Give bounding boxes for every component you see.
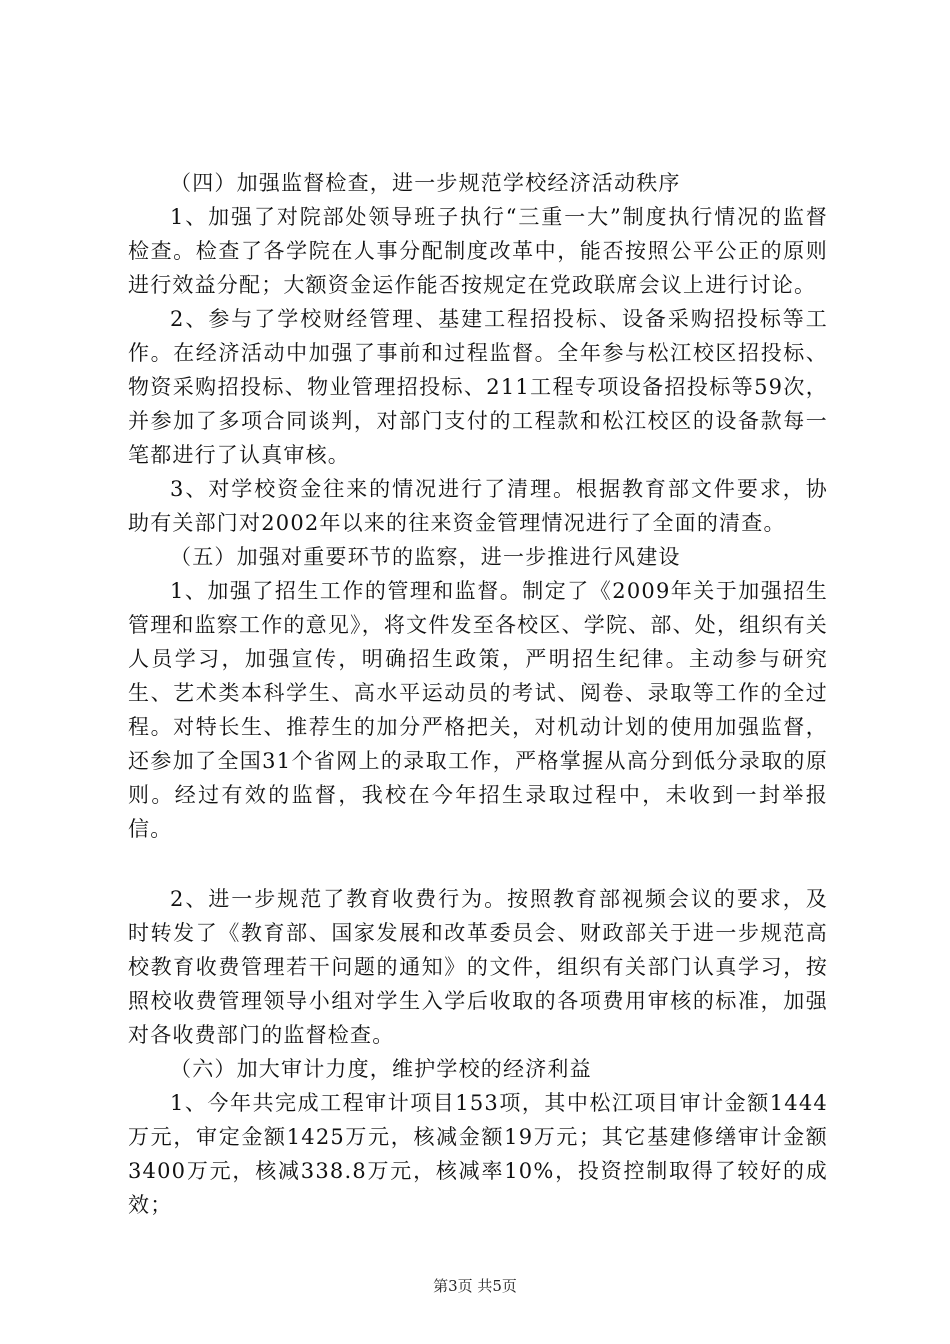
paragraph-5-1: 1、加强了招生工作的管理和监督。制定了《2009年关于加强招生管理和监察工作的意见》，将文件发至各校区、学院、部、处，组织有关人员学习，加强宣传，明确招生政策，严明招生纪律。主动参与研究生、艺术类本科学生、高水平运动员的考试、阅卷、录取等工作的全过程。对特长生、推荐生的加分严格把关，对机动计划的使用加强监督，还参加了全国31个省网上的录取工作，严格掌握从高分到低分录取的原则。经过有效的监督，我校在今年招生录取过程中，未收到一封举报信。 — [128, 579, 828, 841]
paragraph-5-2: 2、进一步规范了教育收费行为。按照教育部视频会议的要求，及时转发了《教育部、国家发展和改革委员会、财政部关于进一步规范高校教育收费管理若干问题的通知》的文件，组织有关部门认真学习，按照校收费管理领导小组对学生入学后收取的各项费用审核的标准，加强对各收费部门的监督检查。 — [128, 887, 828, 1047]
paragraph-6-1: 1、今年共完成工程审计项目153项，其中松江项目审计金额1444万元，审定金额1425万元，核减金额19万元；其它基建修缮审计金额3400万元，核减338.8万元，核减率10%，投资控制取得了较好的成效； — [128, 1091, 828, 1217]
document-body — [128, 166, 828, 1222]
section-heading-6: （六）加大审计力度，维护学校的经济利益 — [170, 1057, 592, 1081]
section-heading-5: （五）加强对重要环节的监察，进一步推进行风建设 — [170, 545, 681, 569]
page-footer: 第3页 共5页 — [433, 1277, 517, 1295]
paragraph-4-2: 2、参与了学校财经管理、基建工程招投标、设备采购招投标等工作。在经济活动中加强了事前和过程监督。全年参与松江校区招投标、物资采购招投标、物业管理招投标、211工程专项设备招投标等59次，并参加了多项合同谈判，对部门支付的工程款和松江校区的设备款每一笔都进行了认真审核。 — [128, 307, 828, 467]
paragraph-4-3: 3、对学校资金往来的情况进行了清理。根据教育部文件要求，协助有关部门对2002年以来的往来资金管理情况进行了全面的清查。 — [128, 477, 828, 535]
section-heading-4: （四）加强监督检查，进一步规范学校经济活动秩序 — [170, 171, 681, 195]
paragraph-4-1: 1、加强了对院部处领导班子执行“三重一大”制度执行情况的监督检查。检查了各学院在人事分配制度改革中，能否按照公平公正的原则进行效益分配；大额资金运作能否按规定在党政联席会议上进行讨论。 — [128, 205, 828, 297]
